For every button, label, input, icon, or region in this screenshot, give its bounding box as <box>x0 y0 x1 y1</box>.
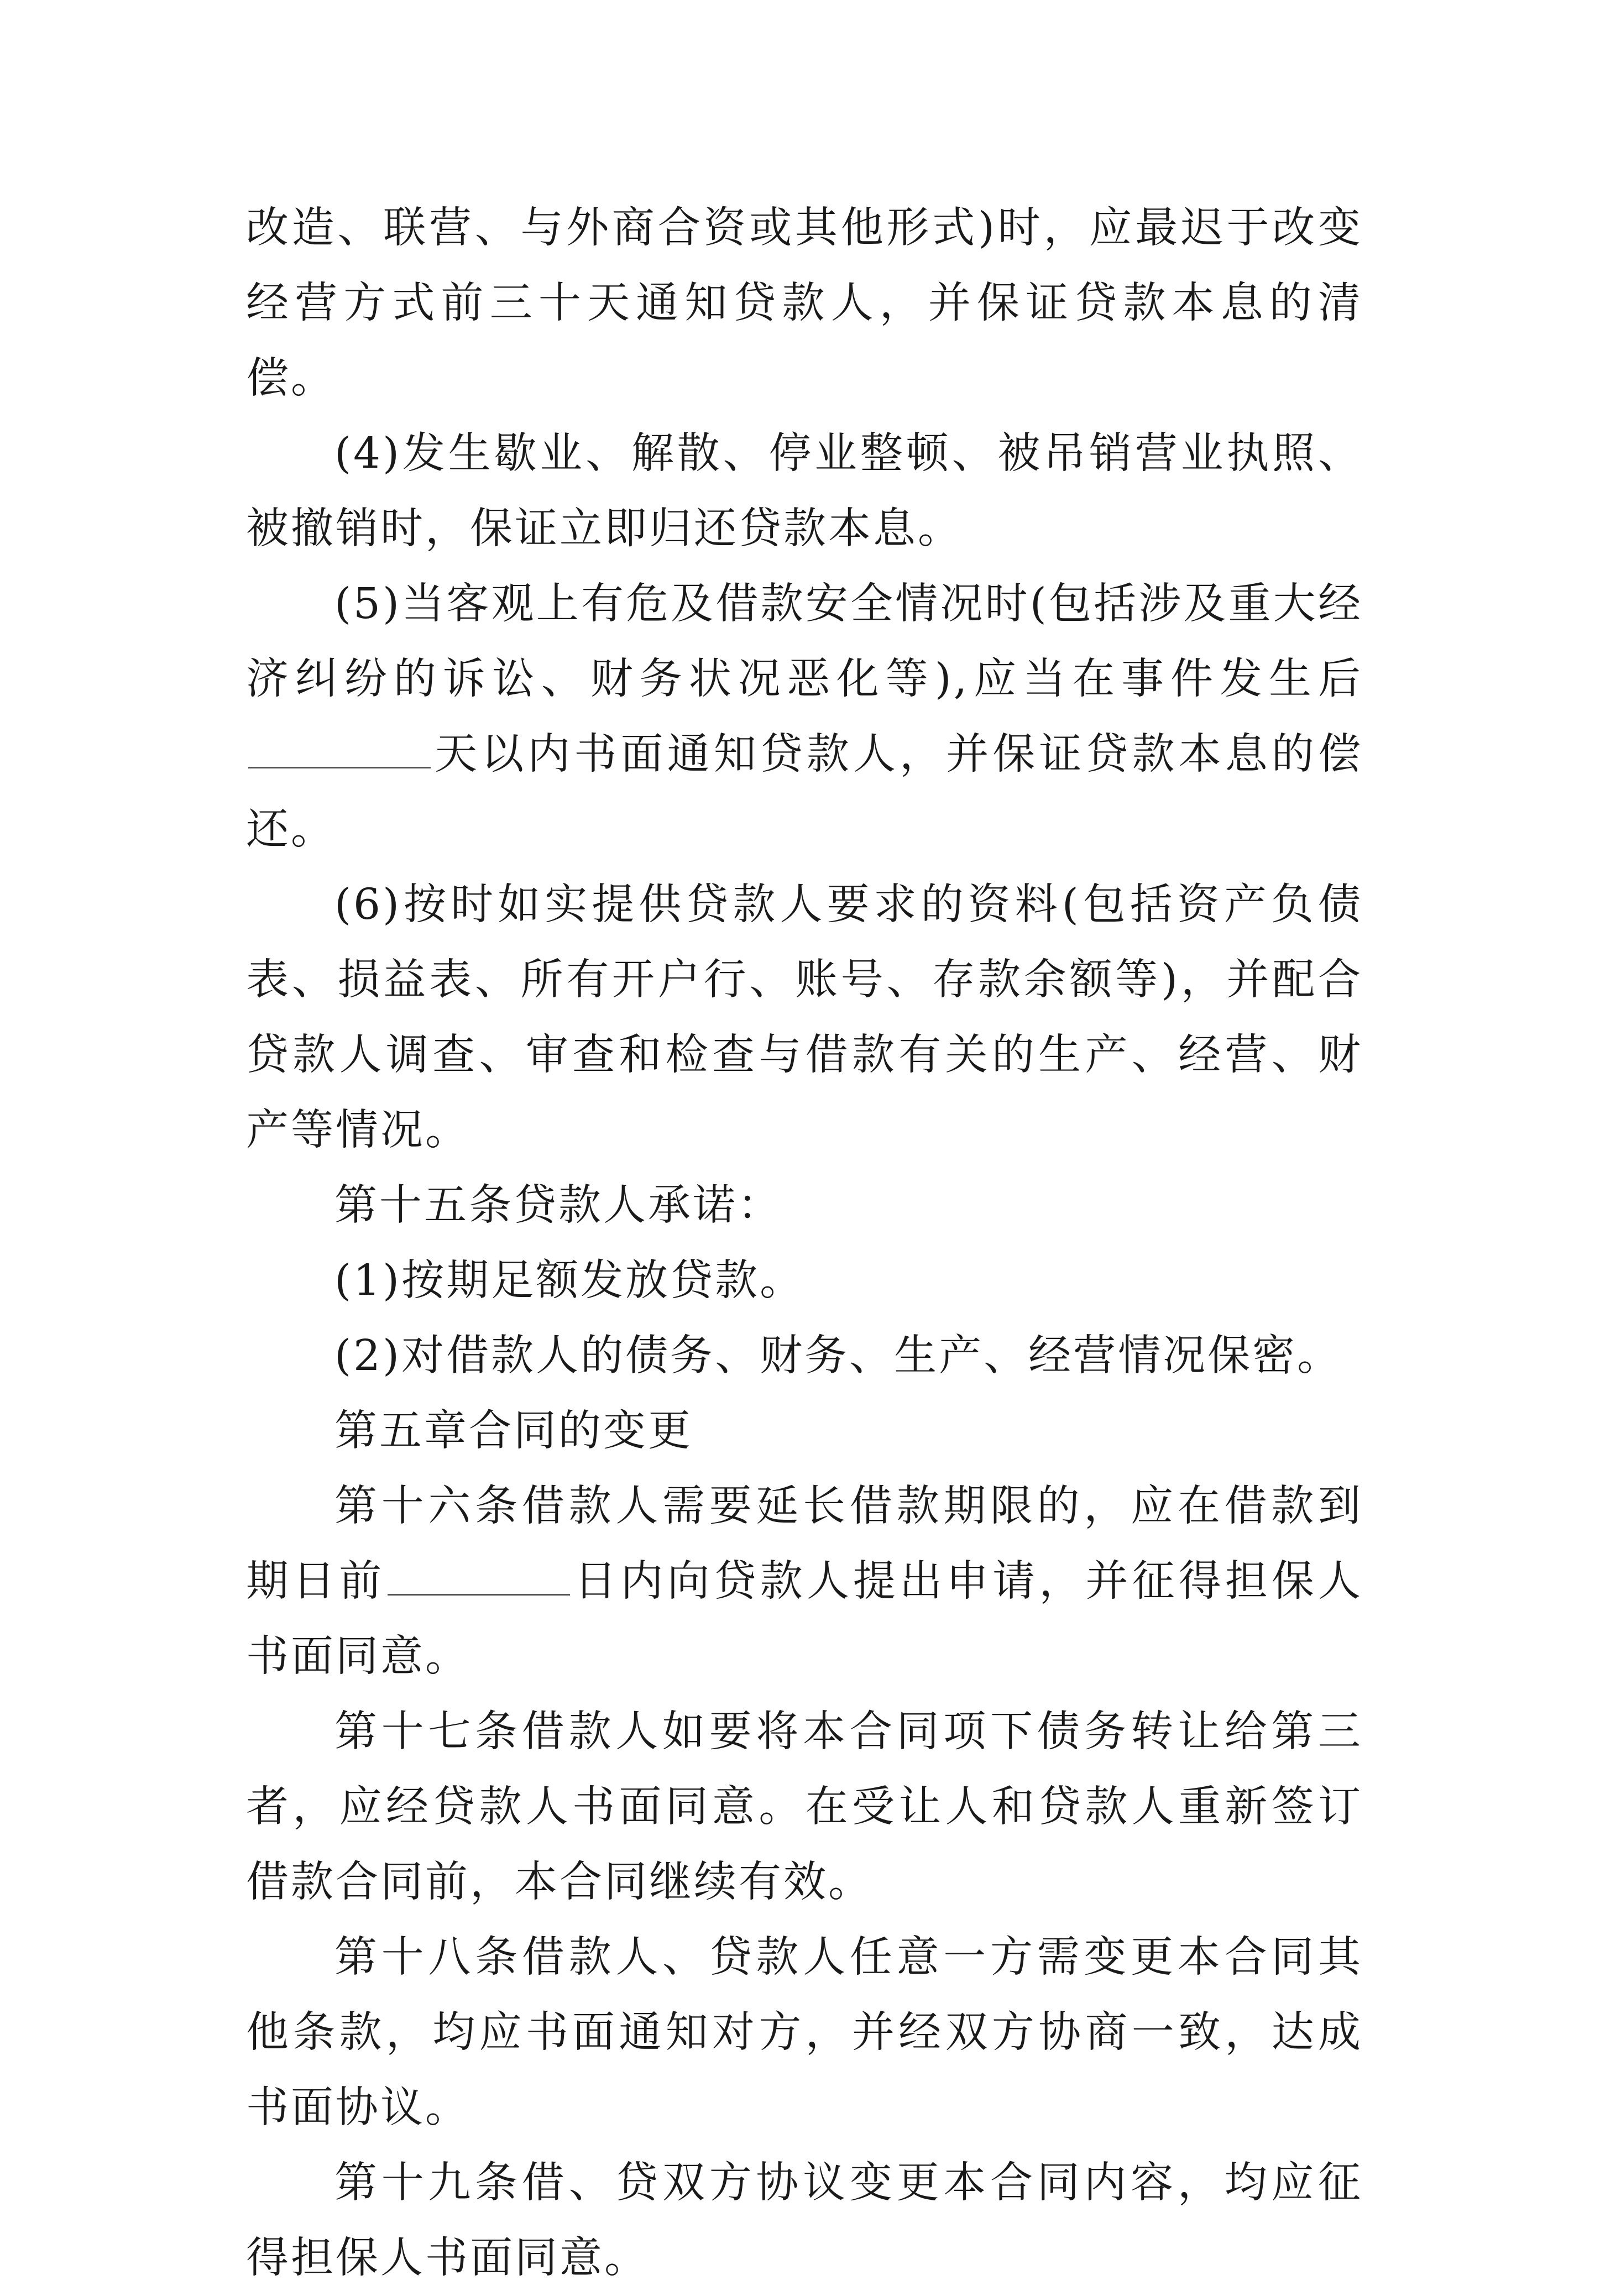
paragraph-item-5 <box>246 567 1363 867</box>
paragraph-continuation: 改造、联营、与外商合资或其他形式)时，应最迟于改变经营方式前三十天通知贷款人，并保证贷款本息的清偿。 <box>246 203 1363 403</box>
document-body <box>246 191 1363 2296</box>
chapter-5-heading: 第五章合同的变更 <box>334 1406 693 1456</box>
paragraph-lender-item-2: (2)对借款人的债务、财务、生产、经营情况保密。 <box>334 1331 1342 1380</box>
paragraph-item-4: (4)发生歇业、解散、停业整顿、被吊销营业执照、被撤销时，保证立即归还贷款本息。 <box>246 429 1363 553</box>
article-16-text-before-blank: 第十六条借款人需要延长借款期限的，应在借款到期日前 <box>246 1482 1363 1606</box>
article-15-heading: 第十五条贷款人承诺： <box>334 1181 782 1230</box>
article-17: 第十七条借款人如要将本合同项下债务转让给第三者，应经贷款人书面同意。在受让人和贷款人重新签订借款合同前，本合同继续有效。 <box>246 1707 1363 1907</box>
article-16-text-after-blank: 日内向贷款人提出申请，并征得担保人书面同意。 <box>246 1557 1363 1681</box>
paragraph-item-6: (6)按时如实提供贷款人要求的资料(包括资产负债表、损益表、所有开户行、账号、存款余额等)，并配合贷款人调查、审查和检查与借款有关的生产、经营、财产等情况。 <box>246 880 1363 1155</box>
fill-in-blank-days-before-due <box>388 1561 570 1596</box>
paragraph-lender-item-1: (1)按期足额发放贷款。 <box>334 1256 805 1305</box>
article-19: 第十九条借、贷双方协议变更本合同内容，均应征得担保人书面同意。 <box>246 2158 1363 2283</box>
item-5-text-after-blank: 天以内书面通知贷款人，并保证贷款本息的偿还。 <box>246 730 1363 854</box>
item-5-text-before-blank: (5)当客观上有危及借款安全情况时(包括涉及重大经济纠纷的诉讼、财务状况恶化等),应当在事件发生后 <box>246 579 1363 704</box>
article-16 <box>246 1469 1363 1694</box>
fill-in-blank-days <box>248 734 431 768</box>
article-18: 第十八条借款人、贷款人任意一方需变更本合同其他条款，均应书面通知对方，并经双方协商一致，达成书面协议。 <box>246 1933 1363 2132</box>
